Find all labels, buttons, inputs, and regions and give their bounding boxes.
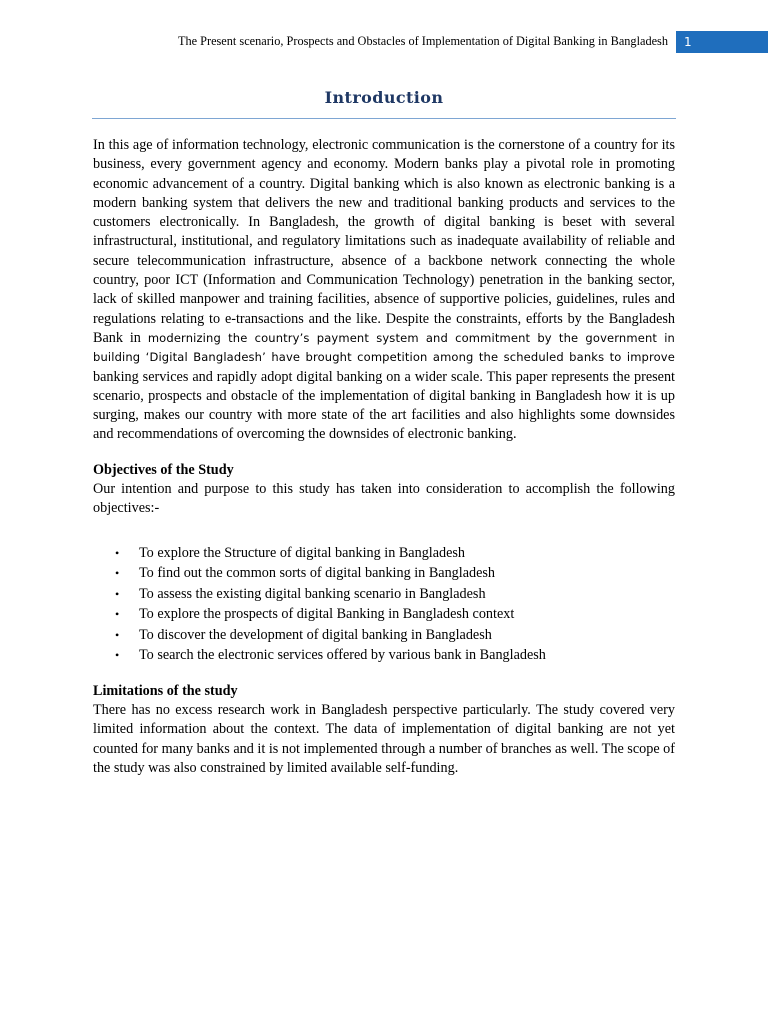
list-item [115, 645, 675, 666]
bullet-icon: • [115, 607, 120, 622]
objectives-intro: Our intention and purpose to this study has taken into consideration to accomplish the following objectives:- [93, 481, 675, 517]
limitations-heading: Limitations of the study [93, 682, 238, 699]
list-item [115, 584, 675, 605]
bullet-icon: • [115, 586, 120, 601]
list-item-text: To search the electronic services offered by various bank in Bangladesh [139, 647, 546, 664]
bullet-icon: • [115, 648, 120, 663]
body-content [93, 136, 675, 778]
title-underline-rule [92, 118, 676, 119]
list-item-text: To assess the existing digital banking scenario in Bangladesh [139, 585, 486, 602]
page-number-badge: 1 [676, 31, 768, 53]
bullet-icon: • [115, 545, 120, 560]
running-header: The Present scenario, Prospects and Obstacles of Implementation of Digital Banking in Bangladesh [177, 34, 668, 48]
intro-text-part1: In this age of information technology, electronic communication is the cornerstone of a country for its business, every government agency and economy. Modern banks play a pivotal role in promoting economic advancement of a country. Digital banking which is also known as electronic banking is a modern banking system that delivers the new and traditional banking products and services to the customers electronically. In Bangladesh, the growth of digital banking is beset with several infrastructural, institutional, and regulatory limitations such as inadequate availability of reliable and secure telecommunication infrastructure, absence of a backbone network connecting the whole country, poor ICT (Information and Communication Technology) penetration in the banking sector, lack of skilled manpower and training facilities, absence of supportive policies, guidelines, rules and regulations relating to e-transactions and the like. Despite the constraints, efforts by the Bangladesh Bank in [93, 137, 675, 346]
list-item-text: To explore the prospects of digital Banking in Bangladesh context [139, 606, 515, 623]
list-item [115, 563, 675, 584]
bullet-icon: • [115, 627, 120, 642]
list-item-text: To find out the common sorts of digital banking in Bangladesh [139, 565, 496, 582]
bullet-icon: • [115, 566, 120, 581]
objectives-heading: Objectives of the Study [93, 461, 234, 478]
list-item-text: To discover the development of digital banking in Bangladesh [139, 626, 492, 643]
intro-text-part3: banking services and rapidly adopt digital banking on a wider scale. This paper represents the present scenario, prospects and obstacle of the implementation of digital banking in Bangladesh how it is up surging, makes our country with more state of the art facilities and also highlights some downsides and recommendations of overcoming the downsides of electronic banking. [93, 368, 675, 443]
section-title: Introduction [324, 88, 444, 107]
intro-text-part2: modernizing the country’s payment system and commitment by the government in building ‘Digital Bangladesh’ have brought competition among the scheduled banks to improve [93, 330, 675, 365]
list-item [115, 625, 675, 646]
limitations-paragraph: There has no excess research work in Bangladesh perspective particularly. The study covered very limited information about the context. The data of implementation of digital banking are not yet counted for many banks and it is not implemented through a number of branches as well. The scope of the study was also constrained by limited available self-funding. [93, 701, 675, 776]
intro-paragraph [93, 136, 675, 445]
list-item [115, 543, 675, 564]
list-item-text: To explore the Structure of digital banking in Bangladesh [139, 544, 466, 561]
list-item [115, 604, 675, 625]
objectives-list [93, 543, 675, 666]
